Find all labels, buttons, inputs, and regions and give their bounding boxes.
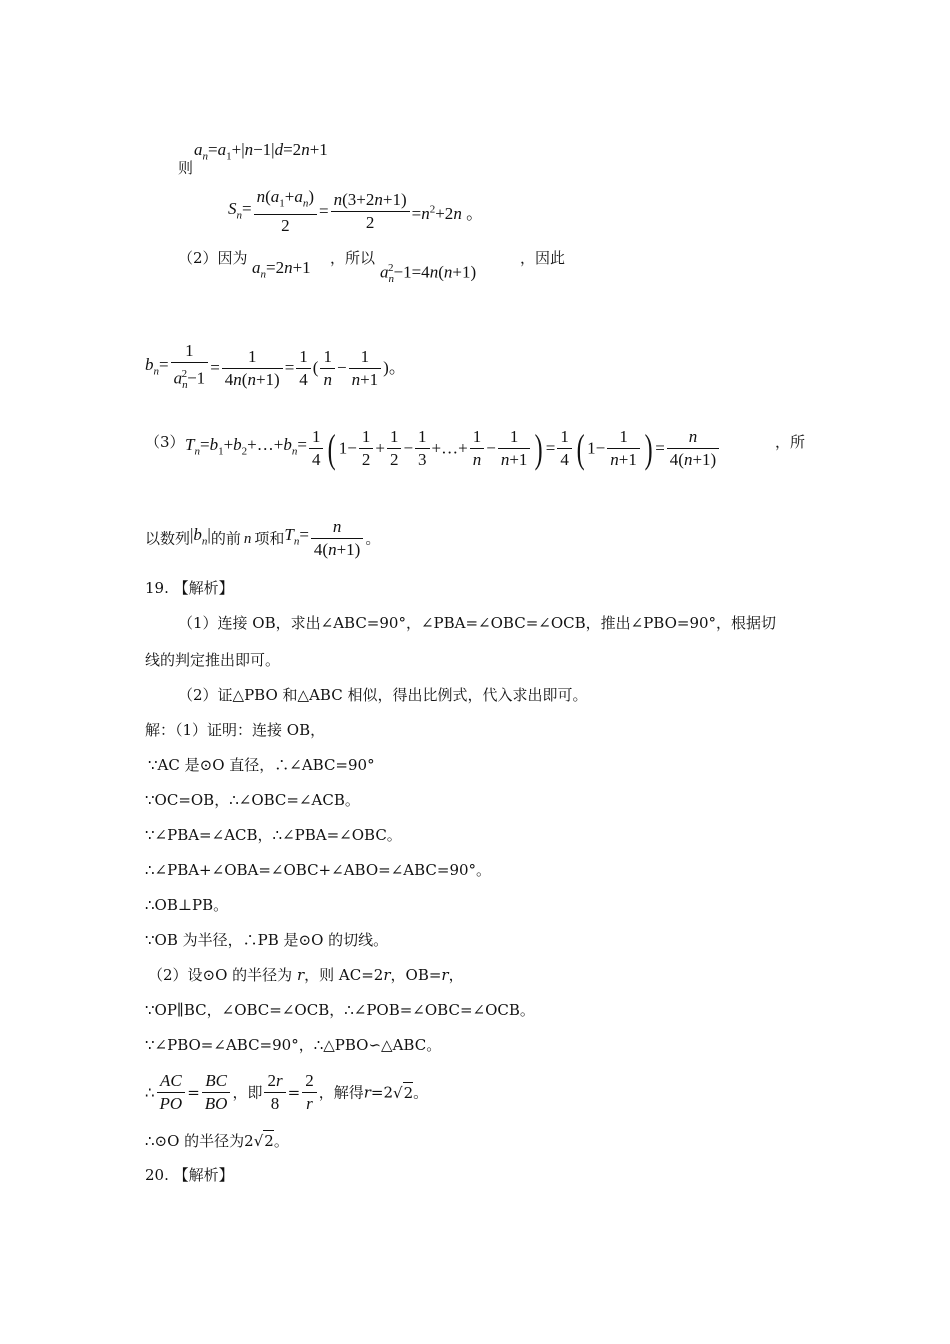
l7r-1: r	[296, 966, 305, 984]
p5-text-c: 项和	[254, 529, 285, 548]
q19-line-4: ∴∠PBA+∠OBA=∠OBC+∠ABO=∠ABC=90°。	[145, 861, 492, 879]
p4-end: ，所	[775, 433, 806, 451]
p5-text-n: n	[243, 530, 252, 547]
p4-label: （3）	[145, 433, 185, 451]
l10c: ，解得	[318, 1083, 364, 1102]
formula-tn: $T_n=b_1+b_2+\dots+b_n=$ $\frac{1}{4}$ ( 1− $\frac{1}{2}$ + $\frac{1}{2}$ − $\frac{1}{3}$ +…+ $\frac{1}{n}$ − $\frac{1}{n+1}$ ) = $\frac{1}{4}$ ( 1− $\frac{1}{n+1}$ ) = $\frac{n}{4(n+1)}$	[185, 426, 721, 471]
l11b: 。	[273, 1132, 289, 1150]
p5-text-b: 的前	[210, 529, 241, 548]
formula-an-2: $a_n=2n+1$	[252, 258, 311, 281]
q19-analysis-1a: （1）连接 OB，求出∠ABC=90°，∠PBA=∠OBC=∠OCB，推出∠PBO=90°，根据切	[178, 614, 777, 632]
q19-line-2: ∵OC=OB，∴∠OBC=∠ACB。	[145, 791, 360, 809]
line-p2-end	[520, 248, 565, 268]
p5-end-mark: 。	[365, 529, 381, 548]
p2-end: ，因此	[520, 249, 566, 267]
text-ze: 则	[178, 159, 194, 177]
formula-sn: $S_n=$ $\frac{n(a_1+a_n)}{2}$ = $\frac{n(3+2n+1)}{2}$ $=n^2+2n$ 。	[228, 187, 484, 236]
p2-mid: ，所以	[330, 249, 376, 267]
l7c: ，OB=	[390, 966, 442, 984]
q19-line-1: ∵AC 是⊙O 直径，∴∠ABC=90°	[148, 756, 375, 774]
line-p2-mid	[330, 248, 375, 268]
l10a: ∴	[145, 1083, 155, 1102]
end-mark-sn: 。	[466, 204, 484, 224]
l10b: ，即	[232, 1083, 263, 1102]
l7r-2: r	[383, 966, 391, 984]
q19-line-10: ∴ $\frac{AC}{PO}$ = $\frac{BC}{BO}$ ，即 $\frac{2r}{8}$ = $\frac{2}{r}$ ，解得r=2√2。	[145, 1071, 429, 1113]
q19-line-9: ∵∠PBO=∠ABC=90°，∴△PBO∽△ABC。	[145, 1036, 442, 1054]
line-p4-label	[145, 432, 185, 452]
formula-bn: $b_n=$ $\frac{1}{a_n^2-1}$ = $\frac{1}{4n(n+1)}$ = $\frac{1}{4}$ ( $\frac{1}{n}$ − $\frac{1}{n+1}$ )。	[145, 341, 406, 392]
l10d: =2	[370, 1083, 393, 1102]
q19-sol-head: 解：（1）证明：连接 OB，	[145, 721, 326, 739]
q20-heading: 20. 【解析】	[145, 1166, 234, 1184]
l10e: 。	[413, 1083, 429, 1102]
formula-an: $a_n=a_1+|n-1|d=2n+1$	[194, 140, 328, 163]
formula-an2-minus1: $a_n^2-1=4n(n+1)$	[380, 262, 477, 286]
p2-intro: （2）因为	[178, 249, 248, 267]
l11a: ∴⊙O 的半径为2	[145, 1132, 254, 1150]
q19-line-6: ∵OB 为半径，∴PB 是⊙O 的切线。	[145, 931, 389, 949]
l7d: ，	[448, 966, 464, 984]
l7a: （2）设⊙O 的半径为	[148, 966, 293, 984]
q19-line-11: ∴⊙O 的半径为2√2。	[145, 1132, 289, 1150]
l10r: r	[363, 1083, 371, 1102]
l7b: ，则 AC=2	[304, 966, 384, 984]
line-p4-end	[775, 432, 805, 452]
q19-line-5: ∴OB⊥PB。	[145, 896, 229, 914]
q19-analysis-2: （2）证△PBO 和△ABC 相似，得出比例式，代入求出即可。	[178, 686, 588, 704]
q19-analysis-1b: 线的判定推出即可。	[145, 651, 281, 669]
line-p5: 以数列$|b_n|$的前 n 项和$T_n=$ $\frac{n}{4(n+1)}$ 。	[145, 517, 381, 559]
line-ze	[178, 158, 193, 178]
end-mark-bn: 。	[388, 358, 406, 378]
q19-line-8: ∵OP∥BC，∠OBC=∠OCB，∴∠POB=∠OBC=∠OCB。	[145, 1001, 535, 1019]
p5-text-a: 以数列	[145, 529, 191, 548]
line-p2	[178, 248, 248, 268]
q19-line-3: ∵∠PBA=∠ACB，∴∠PBA=∠OBC。	[145, 826, 402, 844]
l7r-3: r	[441, 966, 449, 984]
q19-line-7	[148, 965, 464, 985]
q19-heading: 19. 【解析】	[145, 579, 234, 597]
